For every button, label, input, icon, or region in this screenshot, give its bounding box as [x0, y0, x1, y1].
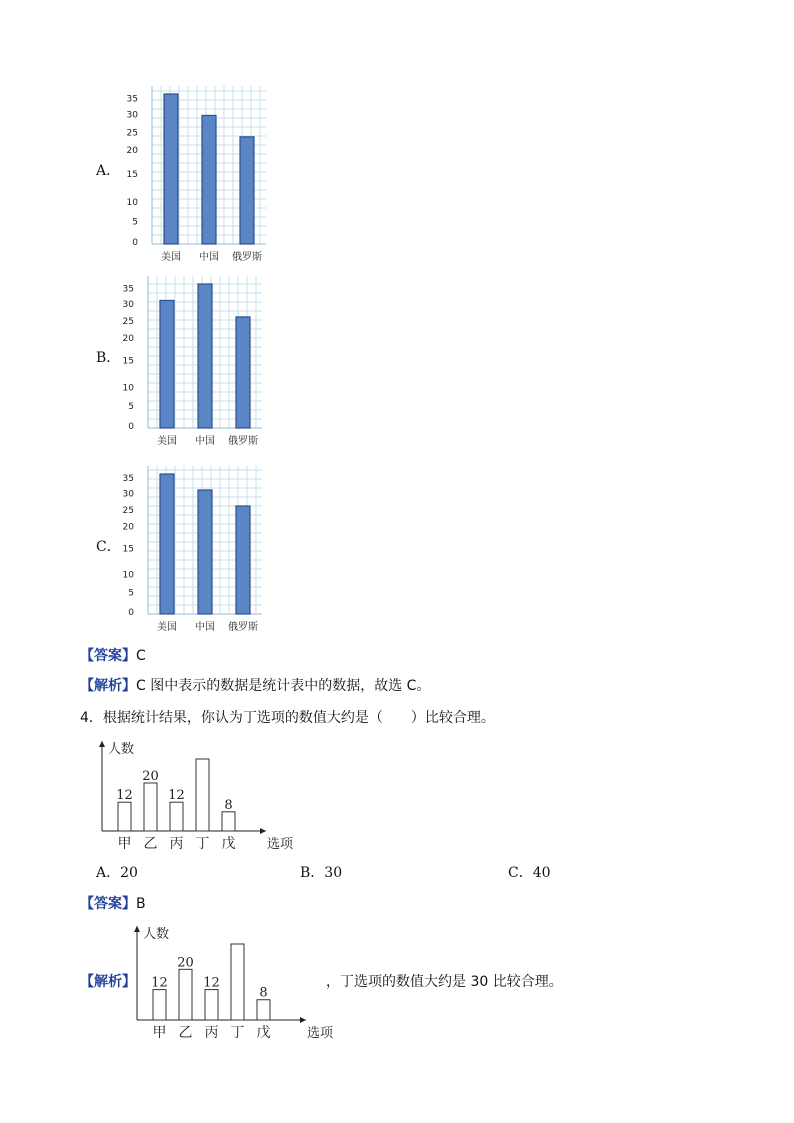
answer-bracket: 【答案】 [80, 896, 136, 912]
y-tick-label: 15 [122, 356, 134, 367]
data-label: 12 [168, 788, 185, 804]
x-axis-label: 选项 [307, 1026, 334, 1041]
data-label: 8 [224, 797, 233, 813]
data-label: 12 [116, 788, 133, 804]
y-tick-label: 10 [122, 383, 134, 394]
option-c-bar-chart [108, 460, 268, 638]
y-tick-label: 10 [122, 570, 134, 581]
bar [179, 969, 192, 1020]
answer-text: C [136, 648, 146, 664]
x-category-label: 俄罗斯 [228, 622, 258, 633]
choice-c: C．40 [508, 865, 551, 881]
option-b-label: B． [96, 350, 121, 366]
y-tick-label: 0 [128, 422, 134, 432]
choice-b: B．30 [300, 865, 343, 881]
y-tick-label: 30 [126, 110, 138, 121]
y-tick-label: 35 [122, 474, 134, 485]
bar [257, 1000, 270, 1020]
option-b-bar-chart [108, 270, 268, 452]
bar [236, 506, 250, 614]
x-category-label: 中国 [195, 436, 215, 447]
analysis-bracket: 【解析】 [80, 678, 136, 694]
bar [170, 802, 183, 831]
analysis-4-text: ，丁选项的数值大约是 30 比较合理。 [326, 974, 563, 990]
y-tick-label: 10 [126, 198, 138, 209]
x-category-label: 丁 [230, 1025, 245, 1041]
data-label: 8 [259, 985, 268, 1001]
y-axis-label: 人数 [143, 927, 170, 942]
x-category-label: 中国 [195, 622, 215, 633]
bar [153, 990, 166, 1020]
x-category-label: 中国 [199, 252, 219, 263]
data-label: 12 [151, 975, 168, 991]
x-category-label: 美国 [157, 622, 177, 633]
data-label: 20 [142, 769, 159, 784]
question-4-bar-chart [90, 735, 294, 853]
choice-a: A．20 [96, 865, 138, 881]
x-category-label: 戊 [221, 836, 236, 852]
data-label: 20 [177, 955, 194, 971]
answer-text: B [136, 896, 146, 912]
bar [160, 300, 174, 428]
y-tick-label: 0 [128, 608, 134, 618]
bar [240, 137, 254, 244]
bar [164, 94, 178, 244]
question-4-text: 4．根据统计结果，你认为丁选项的数值大约是（ ）比较合理。 [80, 710, 495, 726]
answer-bracket: 【答案】 [80, 648, 136, 664]
bar [205, 990, 218, 1020]
y-tick-label: 5 [128, 588, 134, 599]
answer-4-line [80, 893, 146, 913]
bar [202, 115, 216, 244]
bar [160, 474, 174, 614]
answer-3-line [80, 645, 146, 665]
y-tick-label: 25 [126, 128, 138, 139]
y-tick-label: 15 [122, 544, 134, 555]
x-axis-arrow [300, 1017, 306, 1023]
y-axis-label: 人数 [108, 742, 135, 757]
x-category-label: 丁 [195, 836, 210, 852]
y-tick-label: 5 [128, 402, 134, 413]
x-category-label: 甲 [152, 1025, 167, 1041]
bar [236, 317, 250, 428]
bar [198, 490, 212, 614]
y-tick-label: 25 [122, 316, 134, 327]
x-category-label: 丙 [204, 1025, 219, 1041]
y-tick-label: 20 [122, 333, 134, 344]
analysis-3-line [80, 675, 430, 695]
y-tick-label: 5 [132, 217, 138, 228]
analysis-4-bar-chart [125, 920, 334, 1042]
y-tick-label: 30 [122, 299, 134, 310]
analysis-text: C 图中表示的数据是统计表中的数据，故选 C。 [136, 678, 431, 694]
x-category-label: 丙 [169, 836, 184, 852]
x-category-label: 戊 [256, 1025, 271, 1041]
x-category-label: 甲 [117, 836, 132, 852]
option-a-label: A． [96, 163, 121, 179]
x-category-label: 俄罗斯 [232, 252, 262, 263]
y-axis-arrow [99, 741, 105, 747]
y-tick-label: 35 [122, 284, 134, 295]
x-category-label: 俄罗斯 [228, 436, 258, 447]
y-tick-label: 25 [122, 505, 134, 516]
y-tick-label: 30 [122, 489, 134, 500]
x-category-label: 美国 [161, 252, 181, 263]
y-tick-label: 15 [126, 169, 138, 180]
y-tick-label: 20 [122, 522, 134, 533]
bar [231, 944, 244, 1020]
analysis-bracket: 【解析】 [80, 974, 136, 990]
bar [118, 802, 131, 831]
bar [222, 812, 235, 831]
y-tick-label: 35 [126, 94, 138, 105]
x-axis-label: 选项 [267, 837, 294, 852]
bar [196, 759, 209, 831]
y-tick-label: 0 [132, 238, 138, 248]
x-category-label: 美国 [157, 436, 177, 447]
y-tick-label: 20 [126, 146, 138, 157]
bar [198, 284, 212, 428]
data-label: 12 [203, 975, 220, 991]
y-axis-arrow [134, 926, 140, 932]
x-category-label: 乙 [178, 1025, 193, 1041]
option-a-bar-chart [112, 80, 272, 268]
x-axis-arrow [260, 828, 266, 834]
bar [144, 783, 157, 831]
x-category-label: 乙 [143, 836, 158, 852]
option-c-label: C． [96, 539, 121, 555]
